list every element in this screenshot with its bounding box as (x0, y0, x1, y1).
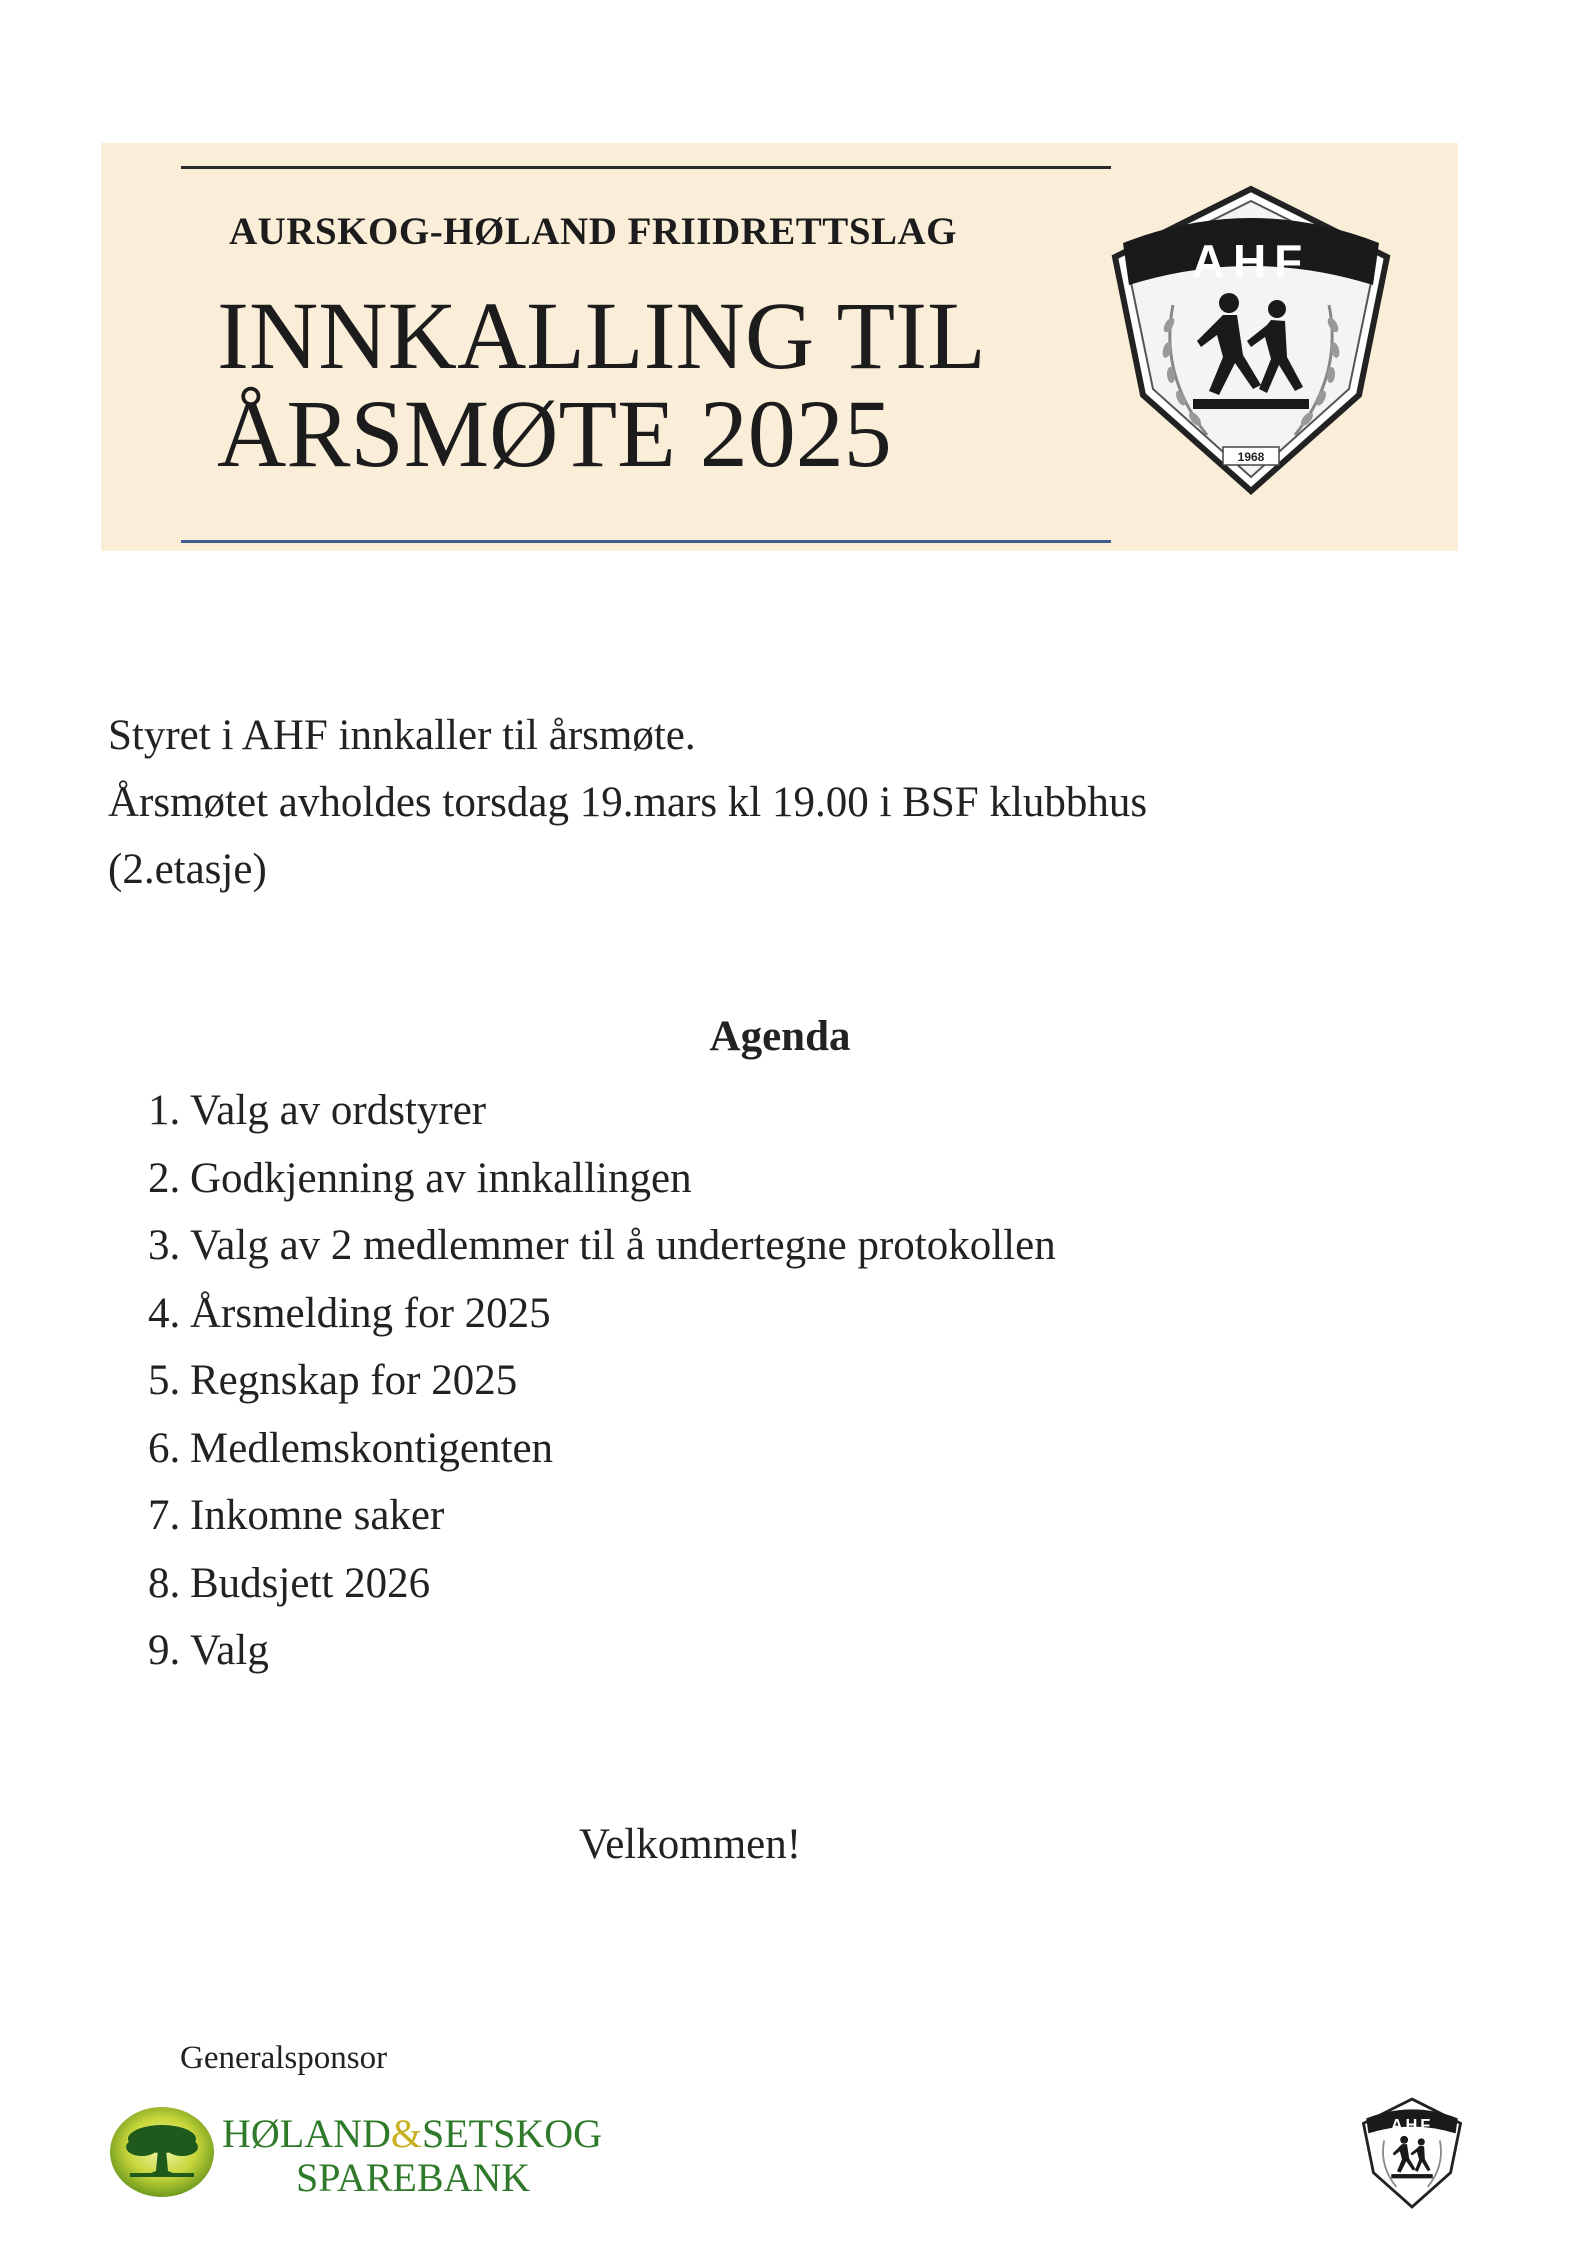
sponsor-bank-name: HØLAND&SETSKOG SPAREBANK (222, 2111, 603, 2200)
agenda-item: 4. Årsmelding for 2025 (148, 1289, 551, 1337)
svg-text:1968: 1968 (1237, 450, 1265, 464)
title-line-1: INNKALLING TIL (217, 282, 986, 389)
svg-text:AHF: AHF (1191, 235, 1311, 287)
agenda-item: 6. Medlemskontigenten (148, 1424, 554, 1472)
closing-text: Velkommen! (578, 1821, 802, 1868)
sponsor-label: Generalsponsor (180, 2040, 388, 2076)
intro-line-1: Styret i AHF innkaller til årsmøte. (108, 712, 696, 759)
agenda-item: 7. Inkomne saker (148, 1492, 445, 1539)
ahf-crest-icon (1111, 185, 1391, 495)
agenda-item: 1. Valg av ordstyrer (148, 1087, 487, 1134)
agenda-item: 9. Valg (148, 1627, 269, 1674)
svg-text:AHF: AHF (1390, 2116, 1434, 2135)
intro-line-2: Årsmøtet avholdes torsdag 19.mars kl 19.00 i BSF klubbhus (108, 779, 1148, 826)
header-banner (101, 143, 1458, 551)
agenda-item: 5. Regnskap for 2025 (148, 1357, 518, 1404)
intro-line-3: (2.etasje) (108, 846, 267, 893)
page-title (217, 282, 986, 487)
agenda-item: 2. Godkjenning av innkallingen (148, 1154, 692, 1202)
oak-tree-icon (108, 2105, 216, 2199)
header-bottom-rule (181, 540, 1111, 543)
organization-name: AURSKOG-HØLAND FRIIDRETTSLAG (229, 210, 958, 253)
agenda-list (148, 1077, 1056, 1685)
title-line-2: ÅRSMØTE 2025 (217, 380, 892, 487)
header-top-rule (181, 166, 1111, 169)
agenda-item: 8. Budsjett 2026 (148, 1559, 431, 1607)
ahf-crest-small-icon (1362, 2097, 1462, 2209)
intro-text (108, 702, 1147, 903)
agenda-heading: Agenda (709, 1013, 851, 1060)
agenda-item: 3. Valg av 2 medlemmer til å undertegne protokollen (148, 1222, 1056, 1269)
